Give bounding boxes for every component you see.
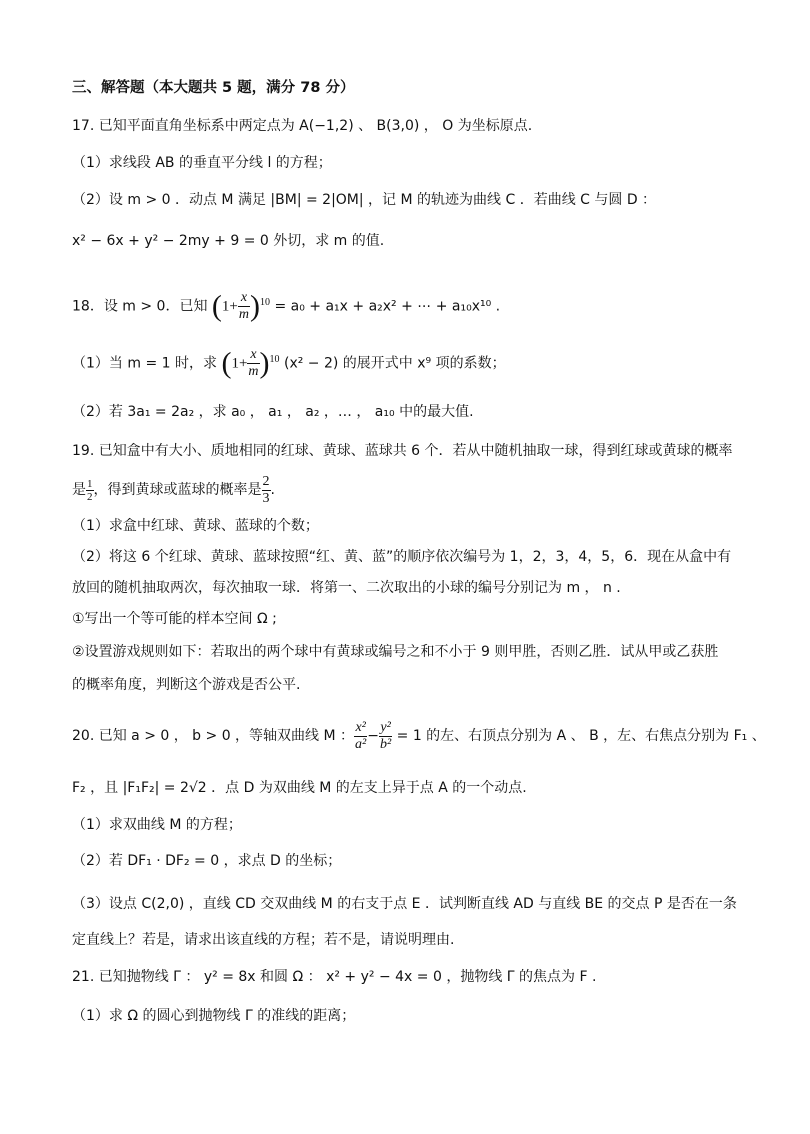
q19-stem: 19. 已知盒中有大小、质地相同的红球、黄球、蓝球共 6 个．若从中随机抽取一球，得到红球或黄球的概率 — [72, 443, 733, 459]
q19-part2-cont: 放回的随机抽取两次，每次抽取一球．将第一、二次取出的小球的编号分别记为 m ， n . — [72, 580, 621, 596]
open-paren: ( — [211, 289, 222, 323]
q20-part2: （2）若 DF₁ · DF₂ = 0 ，求点 D 的坐标； — [72, 853, 342, 869]
q19-part2: （2）将这 6 个红球、黄球、蓝球按照“红、黄、蓝”的顺序依次编号为 1，2，3，4，5，6．现在从盒中有 — [72, 549, 732, 565]
q21-part1: （1）求 Ω 的圆心到抛物线 Γ 的准线的距离； — [72, 1008, 356, 1024]
q17-part2-cont: x² − 6x + y² − 2my + 9 = 0 外切，求 m 的值. — [72, 233, 385, 249]
q19-stem-cont — [72, 472, 750, 508]
q20-part3: （3）设点 C(2,0) ，直线 CD 交双曲线 M 的右支于点 E ．试判断直线 AD 与直线 BE 的交点 P 是否在一条 — [72, 896, 737, 912]
fraction-numerator: x — [247, 347, 259, 364]
open-paren: ( — [221, 346, 232, 380]
q19-part1: （1）求盒中红球、黄球、蓝球的个数； — [72, 518, 319, 534]
close-paren: ) — [250, 289, 260, 323]
q18-part1: （1）当 m = 1 时，求 (1+ $\frac{x}{m}$ )$^{10}$ (x² − 2) 的展开式中 x⁹ 项的系数； — [72, 346, 506, 380]
fraction-numerator: 1 — [87, 477, 93, 490]
q19-half-fraction — [86, 478, 94, 503]
q19-sub2-cont: 的概率角度，判断这个游戏是否公平. — [72, 677, 301, 693]
fraction-denominator: b² — [379, 736, 392, 752]
fraction-denominator: 3 — [262, 490, 270, 506]
fraction-denominator: m — [238, 307, 249, 323]
fraction-denominator: 2 — [87, 490, 93, 503]
fraction-numerator: x² — [355, 719, 366, 735]
q19-stem-end: . — [270, 482, 275, 498]
q18-stem-prefix: 18．设 m > 0．已知 — [72, 298, 208, 315]
fraction-denominator: m — [248, 364, 259, 380]
fraction-numerator: x — [238, 290, 250, 307]
q18-stem-suffix: = a₀ + a₁x + a₂x² + ⋯ + a₁₀x¹⁰ . — [274, 298, 501, 315]
fraction-numerator: y² — [380, 719, 391, 735]
q18-part1-suffix: (x² − 2) 的展开式中 x⁹ 项的系数； — [283, 355, 506, 372]
q20-frac-y — [379, 720, 392, 753]
fraction-numerator: 2 — [262, 473, 270, 489]
q20-frac-x — [354, 720, 367, 753]
q18-part2: （2）若 3a₁ = 2a₂ ，求 a₀ ， a₁ ， a₂ ，… ， a₁₀ 中的最大值. — [72, 404, 474, 420]
q18-stem-fraction — [238, 290, 250, 323]
q18-part1-fraction — [247, 347, 259, 380]
q20-stem-suffix: = 1 的左、右顶点分别为 A 、 B ，左、右焦点分别为 F₁ 、 — [396, 728, 766, 744]
q17-part1: （1）求线段 AB 的垂直平分线 l 的方程； — [72, 155, 332, 171]
section-title: 三、解答题（本大题共 5 题，满分 78 分） — [72, 80, 355, 96]
close-paren: ) — [259, 346, 270, 380]
q18-part1-prefix: （1）当 m = 1 时，求 — [72, 355, 217, 372]
q20-part1: （1）求双曲线 M 的方程； — [72, 817, 242, 833]
minus-sign: − — [367, 728, 379, 744]
q17-stem: 17. 已知平面直角坐标系中两定点为 A(−1,2) 、 B(3,0) ， O 为坐标原点. — [72, 118, 533, 134]
q19-stem-cont-prefix: 是 — [72, 482, 86, 498]
q19-sub1: ①写出一个等可能的样本空间 Ω ; — [72, 611, 277, 627]
q21-stem: 21. 已知抛物线 Γ ： y² = 8x 和圆 Ω ： x² + y² − 4x = 0 ，抛物线 Γ 的焦点为 F . — [72, 969, 597, 985]
q19-prob-fraction — [262, 474, 271, 507]
q19-sub2: ②设置游戏规则如下：若取出的两个球中有黄球或编号之和不小于 9 则甲胜，否则乙胜．试从甲或乙获胜 — [72, 644, 719, 660]
q20-stem-cont: F₂ ，且 |F₁F₂| = 2√2 ．点 D 为双曲线 M 的左支上异于点 A 的一个动点. — [72, 780, 527, 796]
fraction-denominator: a² — [355, 736, 367, 752]
q20-stem-prefix: 20. 已知 a > 0 ， b > 0 ，等轴双曲线 M ： — [72, 728, 355, 744]
q20-stem — [72, 716, 766, 756]
q18-stem: 18．设 m > 0．已知 (1+ $\frac{x}{m}$ )$^{10}$ = a₀ + a₁x + a₂x² + ⋯ + a₁₀x¹⁰ . — [72, 289, 501, 323]
q19-stem-mid: ，得到黄球或蓝球的概率是 — [93, 482, 262, 498]
q17-part2: （2）设 m > 0 ．动点 M 满足 |BM| = 2|OM| ，记 M 的轨迹为曲线 C ．若曲线 C 与圆 D ： — [72, 192, 657, 208]
q20-part3-cont: 定直线上？若是，请求出该直线的方程；若不是，请说明理由. — [72, 932, 455, 948]
